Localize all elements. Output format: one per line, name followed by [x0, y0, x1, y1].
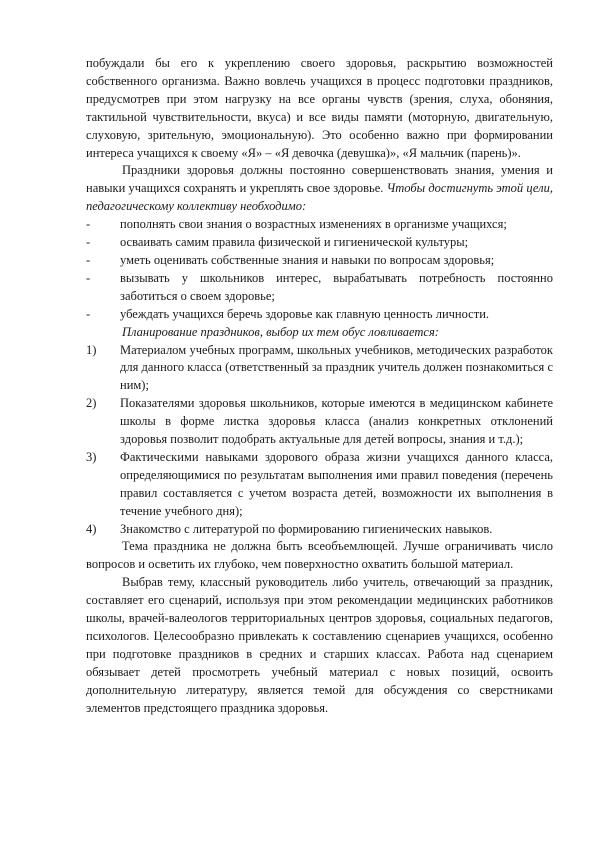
list-item: - уметь оценивать собственные знания и навыки по вопросам здоровья; — [86, 252, 495, 267]
list-item: - пополнять свои знания о возрастных изменениях в организме учащихся; — [86, 217, 507, 232]
paragraph-scenario: Выбрав тему, классный руководитель либо учитель, отвечающий за праздник, составляет его сценарий, используя при этом рекомендации медицинских работников школы, врачей-валеологов территориальных центров здоровья, социальных педагогов, психологов. Целесообразно привлекать к составлению сценариев учащихся, особенно при подготовке праздников в средних и старших классах. Работа над сценарием обязывает детей просмотреть учебный материал с новых позиций, освоить дополнительную литературу, является темой для обсуждения со сверстниками элементов предстоящего праздника здоровья. — [86, 575, 553, 715]
list-item: 4) Знакомство с литературой по формированию гигиенических навыков. — [86, 521, 493, 536]
list-item: - убеждать учащихся беречь здоровье как главную ценность личности. — [86, 306, 490, 321]
paragraph-holidays-text: Праздники здоровья должны постоянно совершенствовать знания, умения и навыки учащихся сохранять и укреплять свое здоровье. — [86, 163, 553, 196]
planning-heading: Планирование праздников, выбор их тем обус ловливается: — [122, 324, 439, 339]
paragraph-intro: побуждали бы его к укреплению своего здоровья, раскрытию возможностей собственного организма. Важно вовлечь учащихся в процесс подготовки праздников, предусмотрев при этом нагрузку на все органы чувств (зрения, слуха, обоняния, тактильной чувствительности, вкуса) и все виды памяти (моторную, двигательную, слуховую, зрительную, эмоциональную). Это особенно важно при формировании интереса учащихся к своему «Я» – «Я девочка (девушка)», «Я мальчик (парень)». — [86, 56, 553, 160]
list-item: - вызывать у школьников интерес, вырабатывать потребность постоянно заботиться о своем здоровье; — [86, 270, 553, 303]
list-item: 1) Материалом учебных программ, школьных учебников, методических разработок для данного класса (ответственный за праздник учитель должен познакомиться с ним); — [86, 342, 553, 393]
list-item: 3) Фактическими навыками здорового образа жизни учащихся данного класса, определяющимися по результатам выполнения ими правил поведения (перечень правил составляется с учетом возраста детей, возможности их выполнения в течение учебного дня); — [86, 449, 553, 518]
paragraph-holidays-goal: Чтобы достигнуть этой цели, педагогическому коллективу необходимо: — [86, 181, 553, 214]
paragraph-holidays — [86, 162, 553, 216]
list-item: 2) Показателями здоровья школьников, которые имеются в медицинском кабинете школы в форме листка здоровья класса (анализ конкретных отклонений здоровья позволит подобрать актуальные для детей вопросы, знания и т.д.); — [86, 396, 553, 447]
document-page — [86, 55, 553, 718]
paragraph-theme: Тема праздника не должна быть всеобъемлющей. Лучше ограничивать число вопросов и осветить их глубоко, чем поверхностно охватить большой материал. — [86, 539, 553, 572]
teacher-tasks-list — [86, 216, 553, 323]
list-item: - осваивать самим правила физической и гигиенической культуры; — [86, 235, 469, 250]
planning-criteria-list — [86, 342, 553, 539]
